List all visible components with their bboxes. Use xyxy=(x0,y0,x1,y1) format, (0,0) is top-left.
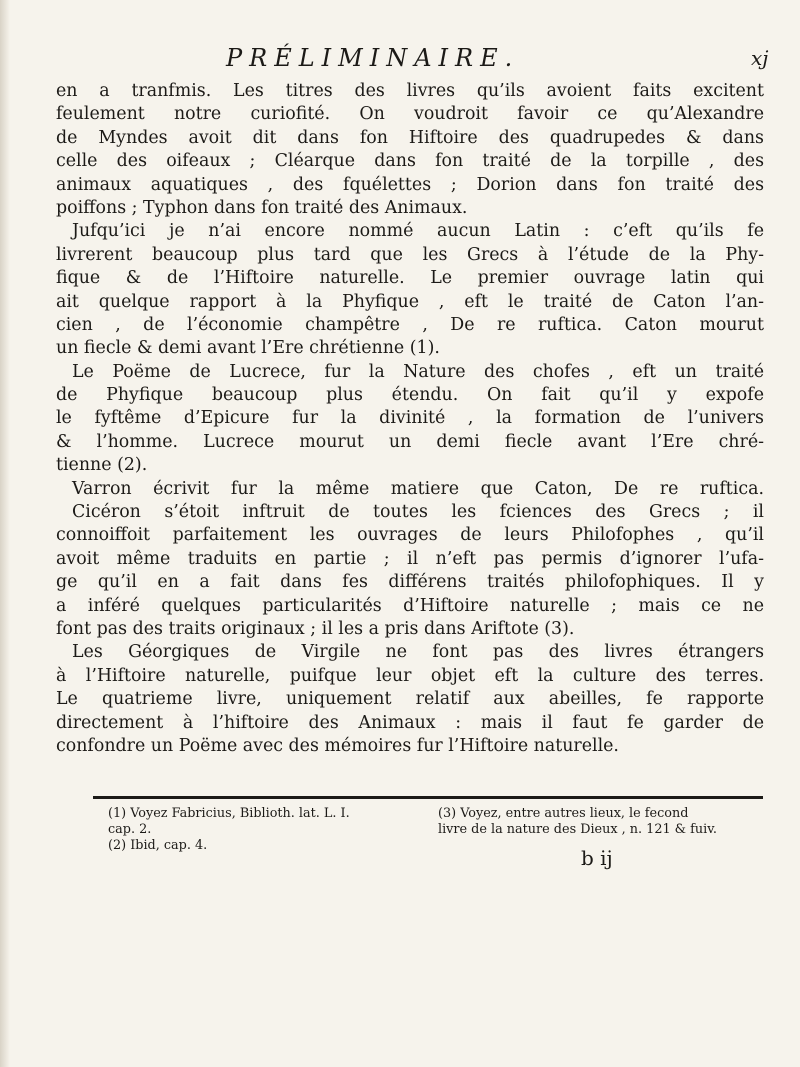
footnote-line: (2) Ibid, cap. 4. xyxy=(108,838,208,853)
page-gutter-shadow xyxy=(0,0,10,1067)
footnote-rule xyxy=(93,796,763,799)
footnote-line: (1) Voyez Fabricius, Biblioth. lat. L. I. xyxy=(108,806,350,821)
text-line: Les Géorgiques de Virgile ne font pas des livres étrangers xyxy=(72,642,764,663)
main-text-block xyxy=(56,80,764,758)
text-line: connoiffoit parfaitement les ouvrages de leurs Philofophes , qu’il xyxy=(56,525,764,546)
text-line: poiffons ; Typhon dans fon traité des Animaux. xyxy=(56,197,468,218)
text-line: a inféré quelques particularités d’Hiftoire naturelle ; mais ce ne xyxy=(56,595,764,616)
text-line: Varron écrivit fur la même matiere que Caton, De re ruftica. xyxy=(72,478,764,499)
text-line: directement à l’hiftoire des Animaux : mais il faut fe garder de xyxy=(56,712,764,733)
footnote-line: (3) Voyez, entre autres lieux, le fecond xyxy=(438,806,689,821)
text-line: fique & de l’Hiftoire naturelle. Le premier ouvrage latin qui xyxy=(56,268,764,289)
text-line: Jufqu’ici je n’ai encore nommé aucun Latin : c’eft qu’ils fe xyxy=(72,221,764,242)
text-line: livrerent beaucoup plus tard que les Grecs à l’étude de la Phy- xyxy=(56,244,764,265)
text-line: ait quelque rapport à la Phyfique , eft le traité de Caton l’an- xyxy=(56,291,764,312)
text-line: à l’Hiftoire naturelle, puifque leur objet eft la culture des terres. xyxy=(56,665,764,686)
text-line: de Myndes avoit dit dans fon Hiftoire des quadrupedes & dans xyxy=(56,127,764,148)
text-line: Le Poëme de Lucrece, fur la Nature des chofes , eft un traité xyxy=(72,361,764,382)
text-line: le fyftême d’Epicure fur la divinité , la formation de l’univers xyxy=(56,408,764,429)
text-line: ge qu’il en a fait dans fes différens traités philofophiques. Il y xyxy=(56,572,764,593)
text-line: Le quatrieme livre, uniquement relatif aux abeilles, fe rapporte xyxy=(56,689,764,710)
text-line: Cicéron s’étoit inftruit de toutes les fciences des Grecs ; il xyxy=(72,502,764,523)
text-line: en a tranfmis. Les titres des livres qu’ils avoient faits excitent xyxy=(56,81,764,101)
text-line: font pas des traits originaux ; il les a pris dans Ariftote (3). xyxy=(56,618,575,639)
footnote-line: livre de la nature des Dieux , n. 121 & fuiv. xyxy=(438,822,717,837)
text-line: animaux aquatiques , des fquélettes ; Dorion dans fon traité des xyxy=(56,174,764,195)
text-line: tienne (2). xyxy=(56,455,148,476)
footnote-line: cap. 2. xyxy=(108,822,152,837)
signature-mark: b ij xyxy=(581,846,613,870)
text-line: confondre un Poëme avec des mémoires fur l’Hiftoire naturelle. xyxy=(56,735,619,756)
running-title: PRÉLIMINAIRE. xyxy=(226,44,520,72)
footnotes-right xyxy=(438,806,764,838)
text-line: cien , de l’économie champêtre , De re ruftica. Caton mourut xyxy=(56,314,764,335)
text-line: un fiecle & demi avant l’Ere chrétienne (1). xyxy=(56,338,440,359)
text-line: de Phyfique beaucoup plus étendu. On fait qu’il y expofe xyxy=(56,385,764,406)
text-line: avoit même traduits en partie ; il n’eft pas permis d’ignorer l’ufa- xyxy=(56,548,764,569)
page-number: xj xyxy=(751,46,769,70)
text-line: celle des oifeaux ; Cléarque dans fon traité de la torpille , des xyxy=(56,151,764,172)
text-line: feulement notre curiofité. On voudroit favoir ce qu’Alexandre xyxy=(56,104,764,125)
footnotes-left xyxy=(108,806,412,854)
text-line: & l’homme. Lucrece mourut un demi fiecle avant l’Ere chré- xyxy=(56,431,764,452)
